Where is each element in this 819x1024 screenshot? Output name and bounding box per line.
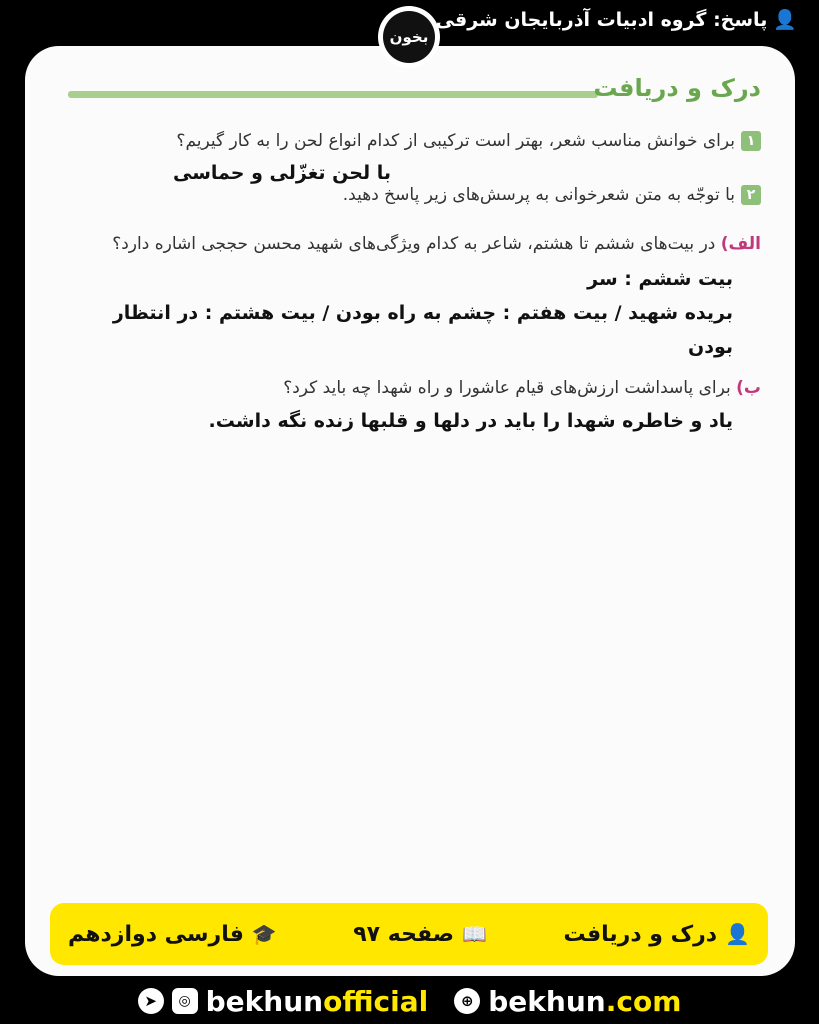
book-open-icon: 📖 <box>462 922 487 946</box>
part-a-answer-2: بریده شهید / بیت هفتم : چشم به راه بودن / بیت هشتم : در انتظار <box>112 302 733 324</box>
user-icon: 👤 <box>773 9 797 31</box>
graduation-cap-icon: 🎓 <box>251 922 277 946</box>
header-title: پاسخ: گروه ادبیات آذربایجان شرقی <box>435 8 768 31</box>
part-a-answer-3: بودن <box>687 336 733 358</box>
question-number: ۱ <box>741 131 761 151</box>
header-title-group <box>436 8 797 31</box>
part-a-answer-1: بیت ششم : سر <box>587 268 733 290</box>
instagram-icon[interactable]: ◎ <box>172 988 198 1014</box>
globe-icon: ⊕ <box>454 988 480 1014</box>
part-marker: ب) <box>736 378 761 398</box>
footer-section: 👤 درک و دریافت <box>563 921 750 947</box>
brand-logo <box>378 6 440 68</box>
part-marker: الف) <box>720 234 761 254</box>
question-1 <box>176 131 761 151</box>
part-a-question <box>112 234 761 254</box>
question-number: ۲ <box>741 185 761 205</box>
footer-book: 🎓 فارسی دوازدهم <box>68 921 277 947</box>
section-title: درک و دریافت <box>593 74 761 102</box>
website-link[interactable]: ⊕ bekhun.com <box>454 985 681 1018</box>
reader-icon: 👤 <box>725 922 750 946</box>
footer-page: 📖 صفحه ۹۷ <box>353 921 487 947</box>
part-b-answer: یاد و خاطره شهدا را باید در دلها و قلبها زنده نگه داشت. <box>208 410 733 432</box>
telegram-icon[interactable]: ➤ <box>138 988 164 1014</box>
part-b-question <box>283 378 761 398</box>
section-divider <box>68 91 598 98</box>
logo-text: بخون <box>383 11 435 63</box>
question-text: با توجّه به متن شعرخوانی به پرسش‌های زیر پاسخ دهید. <box>342 185 735 205</box>
part-text: در بیت‌های ششم تا هشتم، شاعر به کدام ویژگی‌های شهید محسن حججی اشاره دارد؟ <box>112 234 716 254</box>
social-handle[interactable]: ➤ ◎ bekhunofficial <box>138 985 429 1018</box>
answer-1: با لحن تغزّلی و حماسی <box>173 162 391 184</box>
footer-bar <box>50 903 768 965</box>
part-text: برای پاسداشت ارزش‌های قیام عاشورا و راه شهدا چه باید کرد؟ <box>283 378 731 398</box>
bottom-social-bar <box>0 978 819 1024</box>
question-text: برای خوانش مناسب شعر، بهتر است ترکیبی از کدام انواع لحن را به کار گیریم؟ <box>176 131 735 151</box>
question-2 <box>343 185 761 205</box>
